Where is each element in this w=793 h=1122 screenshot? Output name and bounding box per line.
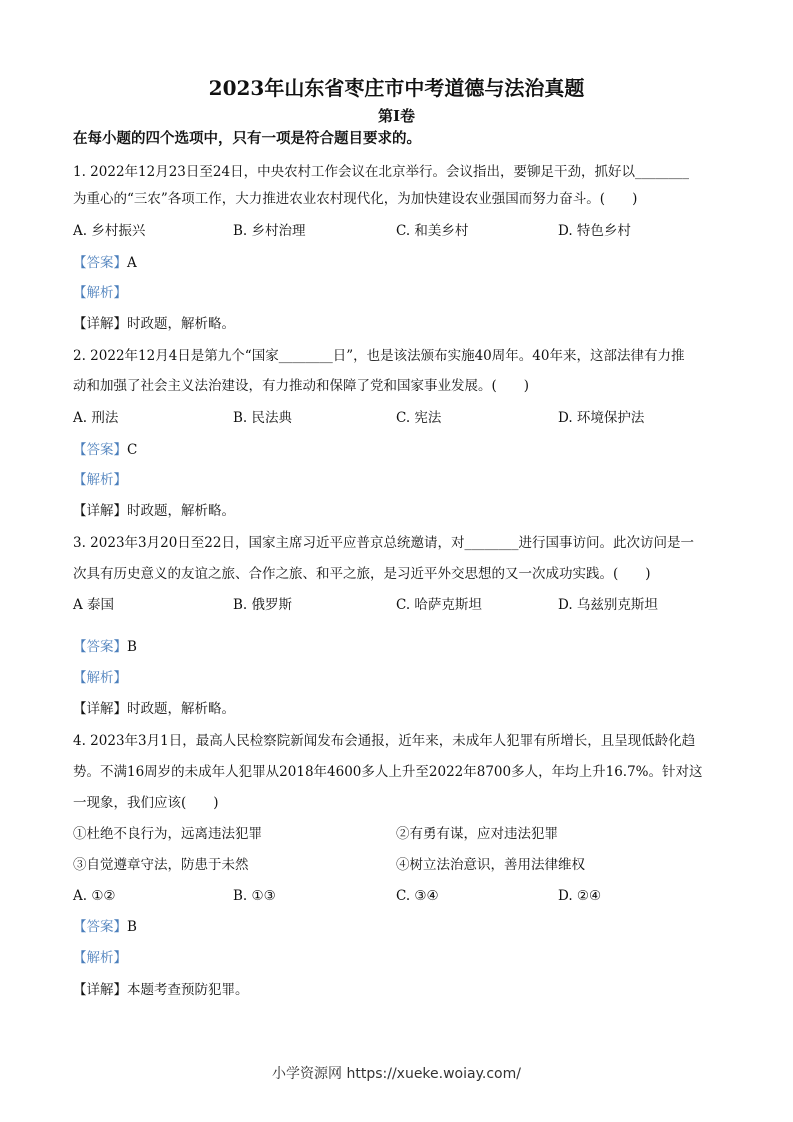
option-item: A. 乡村振兴	[73, 223, 146, 239]
detail-label: 【详解】	[73, 982, 127, 998]
detail-text: 时政题，解析略。	[127, 503, 235, 519]
question-text: 为重心的“三农”各项工作，大力推进农业农村现代化，为加快建设农业强国而努力奋斗。( )	[73, 191, 638, 207]
option-item: B. 民法典	[233, 410, 293, 426]
option-item: A. 刑法	[73, 410, 119, 426]
option-item: D. 环境保护法	[558, 410, 645, 426]
detail-label: 【详解】	[73, 316, 127, 332]
detail-label: 【详解】	[73, 701, 127, 717]
answer-value: B	[127, 639, 137, 655]
option-item: C. ③④	[396, 888, 439, 904]
option-item: C. 哈萨克斯坦	[396, 597, 482, 613]
answer-value: A	[127, 255, 137, 271]
answer-line	[73, 638, 137, 656]
analysis-label: 【解析】	[73, 285, 127, 301]
footer-watermark: 小学资源网 https://xueke.woiay.com/	[272, 1066, 521, 1082]
detail-line	[73, 981, 249, 999]
option-item: D. 乌兹别克斯坦	[558, 597, 658, 613]
statement-item: ④树立法治意识，善用法律维权	[396, 857, 585, 873]
answer-line	[73, 254, 137, 272]
detail-label: 【详解】	[73, 503, 127, 519]
detail-line	[73, 700, 235, 718]
option-item: C. 和美乡村	[396, 223, 469, 239]
option-item: A. ①②	[73, 888, 116, 904]
option-item: D. 特色乡村	[558, 223, 631, 239]
question-text: 一现象，我们应该( )	[73, 795, 219, 811]
detail-line	[73, 315, 235, 333]
analysis-label: 【解析】	[73, 472, 127, 488]
statement-item: ①杜绝不良行为，远离违法犯罪	[73, 826, 262, 842]
detail-text: 时政题，解析略。	[127, 701, 235, 717]
answer-value: B	[127, 919, 137, 935]
option-item: A 泰国	[73, 597, 115, 613]
answer-label: 【答案】	[73, 442, 127, 458]
question-text: 2. 2022年12月4日是第九个“国家________日”，也是该法颁布实施40周年。40年来，这部法律有力推	[73, 348, 685, 364]
analysis-label: 【解析】	[73, 950, 127, 966]
answer-label: 【答案】	[73, 639, 127, 655]
question-text: 次具有历史意义的友谊之旅、合作之旅、和平之旅，是习近平外交思想的又一次成功实践。( )	[73, 566, 651, 582]
answer-label: 【答案】	[73, 919, 127, 935]
answer-line	[73, 918, 137, 936]
statement-item: ③自觉遵章守法，防患于未然	[73, 857, 249, 873]
option-item: B. ①③	[233, 888, 276, 904]
detail-line	[73, 502, 235, 520]
analysis-label: 【解析】	[73, 670, 127, 686]
section-heading: 第Ⅰ卷	[377, 107, 416, 125]
question-text: 势。不满16周岁的未成年人犯罪从2018年4600多人上升至2022年8700多人，年均上升16.7%。针对这	[73, 764, 703, 780]
answer-value: C	[127, 442, 138, 458]
question-text: 1. 2022年12月23日至24日，中央农村工作会议在北京举行。会议指出，要铆足干劲，抓好以________	[73, 164, 690, 180]
statement-item: ②有勇有谋，应对违法犯罪	[396, 826, 558, 842]
question-text: 动和加强了社会主义法治建设，有力推动和保障了党和国家事业发展。( )	[73, 378, 530, 394]
detail-text: 时政题，解析略。	[127, 316, 235, 332]
answer-line	[73, 441, 137, 459]
option-item: B. 乡村治理	[233, 223, 306, 239]
option-item: D. ②④	[558, 888, 602, 904]
page-title: 2023年山东省枣庄市中考道德与法治真题	[208, 76, 585, 100]
detail-text: 本题考查预防犯罪。	[127, 982, 249, 998]
question-text: 4. 2023年3月1日，最高人民检察院新闻发布会通报，近年来，未成年人犯罪有所增长，且呈现低龄化趋	[73, 733, 696, 749]
instruction: 在每小题的四个选项中，只有一项是符合题目要求的。	[73, 130, 421, 147]
option-item: B. 俄罗斯	[233, 597, 293, 613]
option-item: C. 宪法	[396, 410, 442, 426]
question-text: 3. 2023年3月20日至22日，国家主席习近平应普京总统邀请，对________进行国事访问。此次访问是一	[73, 535, 694, 551]
answer-label: 【答案】	[73, 255, 127, 271]
